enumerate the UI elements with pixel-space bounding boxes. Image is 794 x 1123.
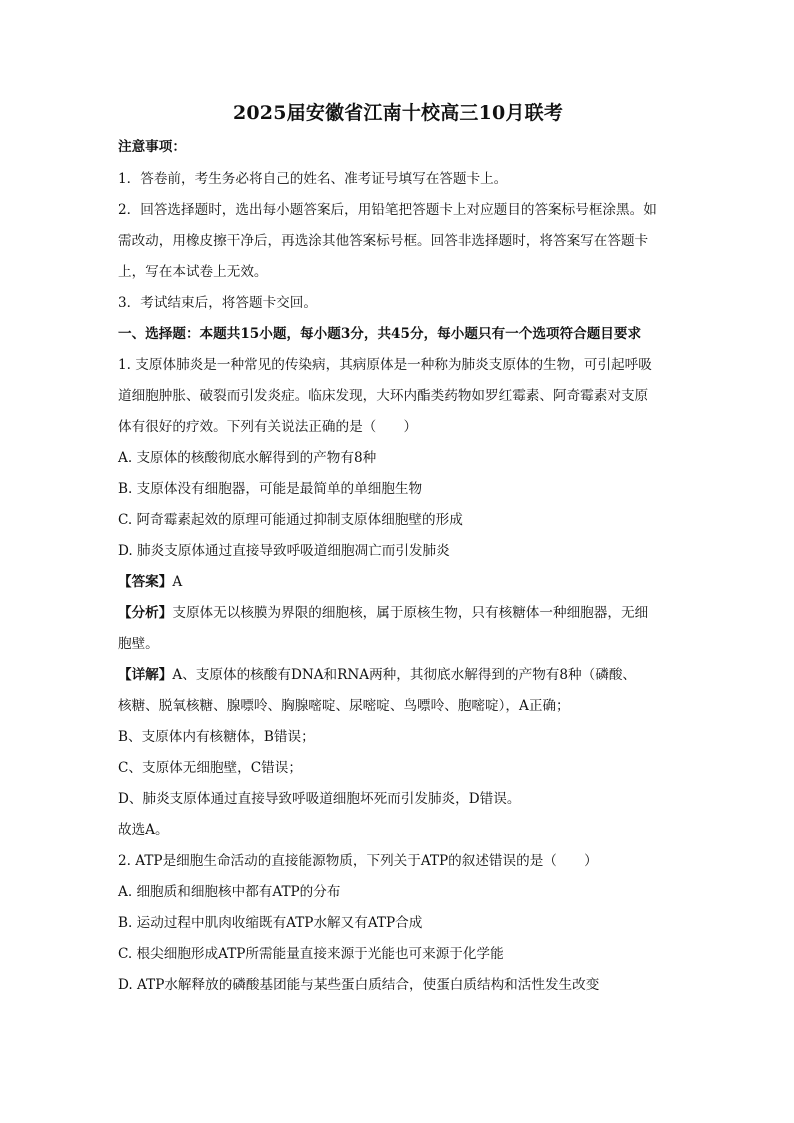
- q2-option-d: D. ATP水解释放的磷酸基团能与某些蛋白质结合，使蛋白质结构和活性发生改变: [118, 977, 600, 993]
- notice-line-3: 需改动，用橡皮擦干净后，再选涂其他答案标号框。回答非选择题时，将答案写在答题卡: [118, 233, 649, 249]
- q1-stem-line-3: 体有很好的疗效。下列有关说法正确的是（ ）: [118, 419, 418, 435]
- q1-analysis-line-1: [118, 598, 678, 629]
- page-title: 2025届安徽省江南十校高三10月联考: [232, 102, 564, 124]
- q1-option-b: B. 支原体没有细胞器，可能是最简单的单细胞生物: [118, 481, 423, 497]
- q1-detail-line-1: [118, 660, 678, 691]
- detail-text-1: A、支原体的核酸有DNA和RNA两种，其彻底水解得到的产物有8种（磷酸、: [172, 667, 637, 683]
- notice-line-4: 上，写在本试卷上无效。: [118, 264, 268, 280]
- analysis-tag: 【分析】: [118, 605, 173, 621]
- q1-option-c: C. 阿奇霉素起效的原理可能通过抑制支原体细胞壁的形成: [118, 512, 463, 528]
- notice-line-2: 2．回答选择题时，选出每小题答案后，用铅笔把答题卡上对应题目的答案标号框涂黑。如: [118, 202, 657, 218]
- q1-detail-line-5: D、肺炎支原体通过直接导致呼吸道细胞坏死而引发肺炎，D错误。: [118, 791, 521, 807]
- q1-option-d: D. 肺炎支原体通过直接导致呼吸道细胞凋亡而引发肺炎: [118, 543, 450, 559]
- notice-line-1: 1．答卷前，考生务必将自己的姓名、准考证号填写在答题卡上。: [118, 171, 508, 187]
- q1-detail-line-2: 核糖、脱氧核糖、腺嘌呤、胸腺嘧啶、尿嘧啶、鸟嘌呤、胞嘧啶），A正确；: [118, 698, 570, 714]
- q1-option-a: A. 支原体的核酸彻底水解得到的产物有8种: [118, 450, 377, 466]
- notice-section: [118, 136, 678, 319]
- q2-option-a: A. 细胞质和细胞核中都有ATP的分布: [118, 884, 341, 900]
- q1-stem-line-1: 1. 支原体肺炎是一种常见的传染病，其病原体是一种称为肺炎支原体的生物，可引起呼吸: [118, 357, 652, 373]
- q2-option-c: C. 根尖细胞形成ATP所需能量直接来源于光能也可来源于化学能: [118, 946, 504, 962]
- q2-stem: 2. ATP是细胞生命活动的直接能源物质，下列关于ATP的叙述错误的是（ ）: [118, 853, 598, 869]
- answer-value: A: [172, 574, 183, 590]
- q1-detail-line-3: B、支原体内有核糖体，B错误；: [118, 729, 315, 745]
- q1-detail-line-4: C、支原体无细胞壁，C错误；: [118, 760, 302, 776]
- notice-line-5: 3．考试结束后，将答题卡交回。: [118, 295, 317, 311]
- q1-stem-line-2: 道细胞肿胀、破裂而引发炎症。临床发现，大环内酯类药物如罗红霉素、阿奇霉素对支原: [118, 388, 649, 404]
- detail-tag: 【详解】: [118, 667, 173, 683]
- question-2: [118, 846, 678, 1001]
- analysis-text-1: 支原体无以核膜为界限的细胞核，属于原核生物，只有核糖体一种细胞器，无细: [172, 605, 649, 621]
- answer-tag: 【答案】: [118, 574, 173, 590]
- question-1: [118, 350, 678, 846]
- q2-option-b: B. 运动过程中肌肉收缩既有ATP水解又有ATP合成: [118, 915, 423, 931]
- notice-heading: 注意事项：: [118, 139, 186, 155]
- q1-analysis-line-2: 胞壁。: [118, 636, 159, 652]
- q1-answer: [118, 567, 678, 598]
- exam-page: [118, 100, 678, 1001]
- q1-conclusion: 故选A。: [118, 822, 169, 838]
- section-heading: 一、选择题：本题共15小题，每小题3分，共45分，每小题只有一个选项符合题目要求: [118, 326, 642, 342]
